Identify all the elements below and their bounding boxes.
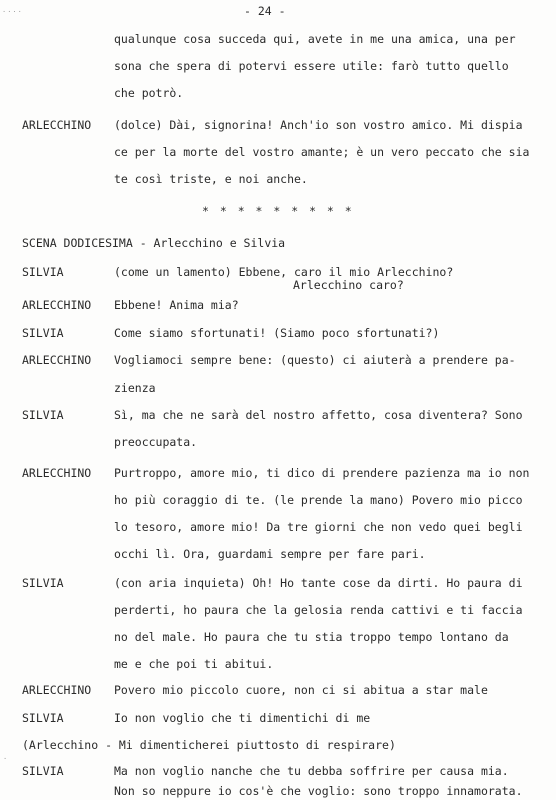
text-line: (dolce) Dài, signorina! Anch'io son vostro amico. Mi dispia — [114, 118, 523, 132]
speaker-name: ARLECCHINO — [22, 118, 92, 132]
text-line: qualunque cosa succeda qui, avete in me una amica, una per — [114, 32, 516, 46]
scene-heading: SCENA DODICESIMA - Arlecchino e Silvia — [22, 236, 286, 250]
text-line: Non so neppure io cos'è che voglio: sono troppo innamorata. — [114, 784, 523, 798]
text-line: che potrò. — [114, 86, 184, 100]
speaker-name: SILVIA — [22, 326, 64, 340]
text-line: te così triste, e noi anche. — [114, 172, 308, 186]
speaker-name: ARLECCHINO — [22, 298, 92, 312]
text-line: ho più coraggio di te. (le prende la mano) Povero mio picco — [114, 493, 523, 507]
text-line: ce per la morte del vostro amante; è un vero peccato che sia — [114, 145, 530, 159]
speaker-name: SILVIA — [22, 576, 64, 590]
text-line: lo tesoro, amore mio! Da tre giorni che non vedo quei begli — [114, 520, 523, 534]
speaker-name: ARLECCHINO — [22, 466, 92, 480]
text-line: Povero mio piccolo cuore, non ci si abitua a star male — [114, 683, 488, 697]
corner-mark: .... — [2, 6, 23, 14]
margin-tick: · — [3, 755, 8, 763]
scene-separator: * * * * * * * * * — [202, 204, 354, 218]
text-line: perderti, ho paura che la gelosia renda cattivi e ti faccia — [114, 603, 523, 617]
text-line: Purtroppo, amore mio, ti dico di prendere pazienza ma io non — [114, 466, 530, 480]
text-line: preoccupata. — [114, 435, 198, 449]
text-line: Ma non voglio nanche che tu debba soffrire per causa mia. — [114, 764, 509, 778]
speaker-name: ARLECCHINO — [22, 353, 92, 367]
text-line: (come un lamento) Ebbene, caro il mio Arlecchino? — [114, 265, 454, 279]
stage-direction: (Arlecchino - Mi dimenticherei piuttosto di respirare) — [22, 738, 396, 752]
text-line: Ebbene! Anima mia? — [114, 298, 239, 312]
speaker-name: SILVIA — [22, 711, 64, 725]
text-line: zienza — [114, 381, 156, 395]
text-line: Vogliamoci sempre bene: (questo) ci aiuterà a prendere pa- — [114, 353, 516, 367]
text-line: (con aria inquieta) Oh! Ho tante cose da dirti. Ho paura di — [114, 576, 523, 590]
text-line: Come siamo sfortunati! (Siamo poco sfortunati?) — [114, 326, 440, 340]
text-line: Arlecchino caro? — [293, 278, 404, 292]
speaker-name: ARLECCHINO — [22, 683, 92, 697]
text-line: Io non voglio che ti dimentichi di me — [114, 711, 371, 725]
page-number: - 24 - — [244, 4, 286, 18]
text-line: Sì, ma che ne sarà del nostro affetto, cosa diventera? Sono — [114, 408, 523, 422]
text-line: no del male. Ho paura che tu stia troppo tempo lontano da — [114, 630, 509, 644]
text-line: occhi lì. Ora, guardami sempre per fare pari. — [114, 547, 426, 561]
text-line: me e che poi ti abitui. — [114, 657, 274, 671]
text-line: sona che spera di potervi essere utile: farò tutto quello — [114, 59, 509, 73]
speaker-name: SILVIA — [22, 408, 64, 422]
speaker-name: SILVIA — [22, 764, 64, 778]
speaker-name: SILVIA — [22, 265, 64, 279]
